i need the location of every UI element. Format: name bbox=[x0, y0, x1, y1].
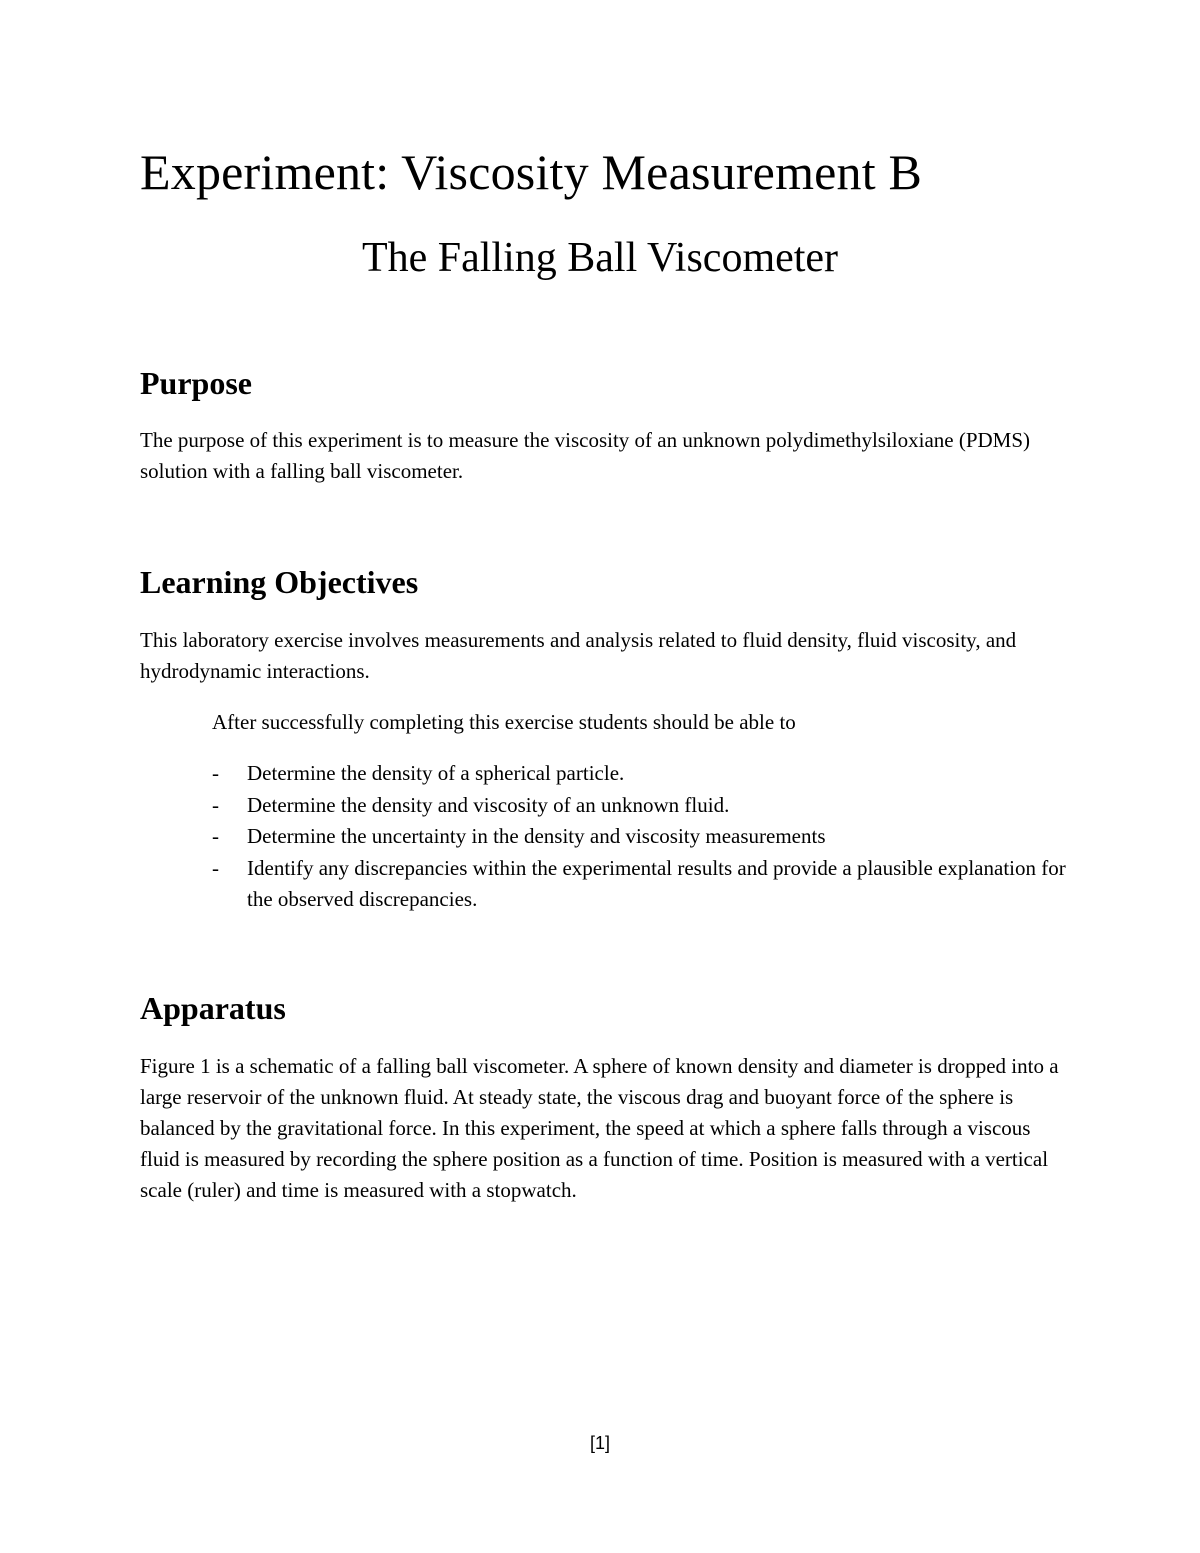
list-item-text: Identify any discrepancies within the experimental results and provide a plausible explanation for the observed discrepancies. bbox=[247, 855, 1066, 911]
objectives-lead-in: After successfully completing this exercise students should be able to bbox=[212, 710, 796, 734]
apparatus-heading: Apparatus bbox=[140, 990, 286, 1026]
learning-objectives-heading: Learning Objectives bbox=[140, 564, 419, 600]
bullet-dash: - bbox=[212, 855, 219, 880]
learning-objectives-intro: This laboratory exercise involves measurements and analysis related to fluid density, fluid viscosity, and hydrodynamic interactions. bbox=[140, 628, 1017, 683]
document-subtitle: The Falling Ball Viscometer bbox=[361, 235, 839, 281]
bullet-dash: - bbox=[212, 792, 219, 817]
list-item-text: Determine the density of a spherical particle. bbox=[247, 761, 625, 785]
purpose-paragraph: The purpose of this experiment is to measure the viscosity of an unknown polydimethylsiloxiane (PDMS) solution with a falling ball viscometer. bbox=[140, 428, 1031, 483]
purpose-heading: Purpose bbox=[140, 365, 252, 401]
page-number: [1] bbox=[589, 1433, 610, 1453]
list-item bbox=[212, 821, 1072, 853]
list-item bbox=[212, 758, 1072, 790]
objectives-list bbox=[212, 758, 1072, 916]
list-item bbox=[212, 790, 1072, 822]
list-item-text: Determine the uncertainty in the density and viscosity measurements bbox=[247, 824, 826, 848]
list-item-text: Determine the density and viscosity of an unknown fluid. bbox=[247, 792, 730, 817]
document-title: Experiment: Viscosity Measurement B bbox=[140, 144, 923, 200]
apparatus-paragraph: Figure 1 is a schematic of a falling ball viscometer. A sphere of known density and diameter is dropped into a large reservoir of the unknown fluid. At steady state, the viscous drag and buoyant force of the sphere is balanced by the gravitational force. In this experiment, the speed at which a sphere falls through a viscous fluid is measured by recording the sphere position as a function of time. Position is measured with a vertical scale (ruler) and time is measured with a stopwatch. bbox=[140, 1054, 1059, 1202]
bullet-dash: - bbox=[212, 761, 219, 785]
list-item bbox=[212, 853, 1072, 916]
bullet-dash: - bbox=[212, 824, 219, 848]
